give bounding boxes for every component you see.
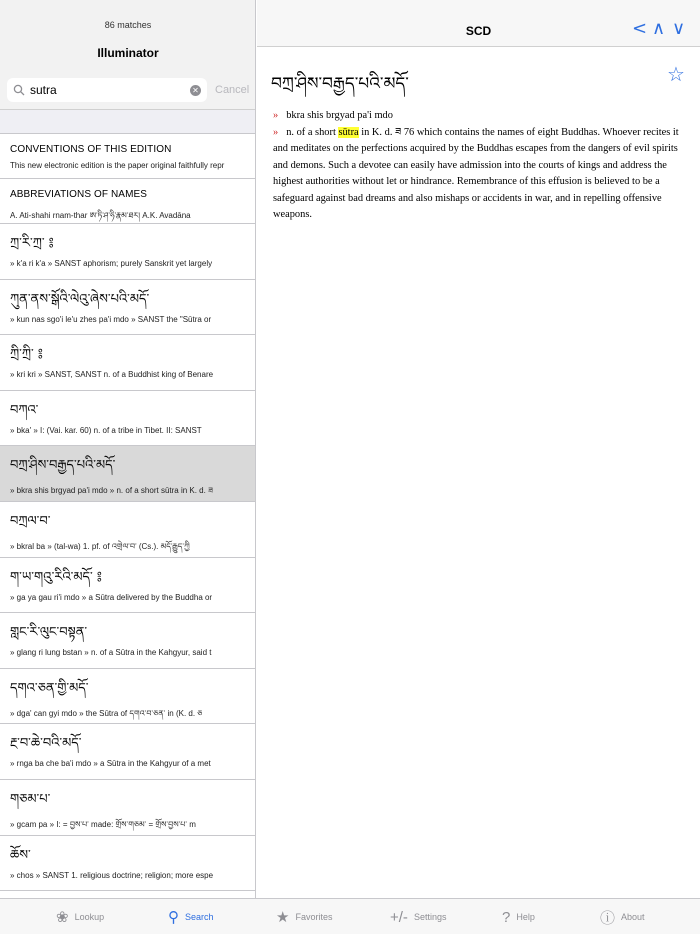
- result-headword: ག་ཡ་གའུ་རིའི་མདོ་ ༔: [10, 569, 102, 585]
- previous-entry-button[interactable]: ∧: [652, 18, 666, 39]
- definition-pane: [257, 0, 700, 898]
- result-row[interactable]: [0, 502, 255, 558]
- result-preview: » kun nas sgo'i le'u zhes pa'i mdo » SANST the "Sūtra or: [10, 314, 212, 324]
- result-preview: » gcam pa » I: = བྱས་པ་ made: གྲོས་གཅམ་ = གྲོས་བྱས་པ་ m: [10, 819, 196, 829]
- result-row[interactable]: [0, 558, 255, 614]
- result-preview: » k'a ri k'a » SANST aphorism; purely Sanskrit yet largely: [10, 259, 213, 268]
- section-preview: This new electronic edition is the paper original faithfully repr: [10, 161, 225, 170]
- settings-icon: +/-: [390, 908, 408, 926]
- result-headword: བཀྲལ་བ་: [10, 513, 51, 529]
- section-conventions[interactable]: [0, 134, 255, 179]
- tab-label: Lookup: [74, 912, 105, 922]
- cancel-button[interactable]: Cancel: [215, 84, 250, 96]
- section-abbreviations[interactable]: [0, 179, 255, 224]
- marker-icon: »: [273, 110, 279, 121]
- result-preview: » ga ya gau ri'i mdo » a Sūtra delivered by the Buddha or: [10, 592, 213, 602]
- search-input[interactable]: [30, 83, 190, 97]
- star-icon: ★: [276, 909, 290, 926]
- dictionary-title: SCD: [465, 24, 492, 38]
- search-icon: [13, 84, 25, 96]
- result-preview: » bkral ba » (tal-wa) 1. pf. of འགྲེལ་བ་ (Cs.). མདོ་རྒྱུད་ཀྱི: [10, 541, 190, 551]
- tab-favorites[interactable]: [276, 899, 332, 934]
- transliteration-line: [273, 108, 685, 125]
- info-icon: ⓘ: [600, 909, 616, 927]
- result-row[interactable]: [0, 280, 255, 336]
- tab-bar: [0, 898, 700, 934]
- tab-settings[interactable]: [390, 899, 446, 934]
- result-headword: ཀུན་ནས་སྒོའི་ལེའུ་ཞེས་པའི་མདོ་: [10, 291, 150, 307]
- definition-start: n. of a short: [286, 126, 339, 138]
- result-row[interactable]: [0, 780, 255, 836]
- tab-about[interactable]: [600, 899, 645, 934]
- entry-headword: བཀྲ་ཤིས་བརྒྱད་པའི་མདོ་: [271, 74, 409, 94]
- favorite-star-icon[interactable]: ☆: [667, 64, 685, 86]
- section-title: CONVENTIONS OF THIS EDITION: [10, 144, 172, 155]
- definition-header: [257, 0, 700, 47]
- tab-lookup[interactable]: [56, 899, 104, 934]
- result-headword: བཀྲ་ཤིས་བརྒྱད་པའི་མདོ་: [10, 458, 116, 474]
- result-headword: ཀྲི་ཀྲི་ ༔: [10, 347, 43, 363]
- result-headword: བཀའ་: [10, 402, 39, 418]
- result-headword: ཆོས་: [10, 847, 31, 863]
- tab-help[interactable]: [502, 899, 535, 934]
- tab-search[interactable]: [168, 899, 214, 934]
- search-field[interactable]: [7, 78, 207, 102]
- result-preview: » chos » SANST 1. religious doctrine; religion; more espe: [10, 870, 214, 880]
- search-header: [0, 0, 255, 110]
- result-preview: » bka' » I: (Vai. kar. 60) n. of a tribe in Tibet. II: SANST: [10, 425, 202, 435]
- match-count: 86 matches: [104, 20, 152, 30]
- lotus-icon: ❀: [56, 909, 69, 926]
- result-headword: གཅམ་པ་: [10, 791, 51, 807]
- help-icon: ?: [502, 908, 511, 926]
- tab-label: Settings: [413, 912, 447, 922]
- result-preview: » rnga ba che ba'i mdo » a Sūtra in the Kahgyur of a met: [10, 759, 211, 769]
- definition-text: [273, 125, 685, 224]
- pane-title: Illuminator: [97, 46, 159, 60]
- result-preview: » kri kri » SANST, SANST n. of a Buddhist king of Benare: [10, 370, 214, 380]
- back-button[interactable]: <: [632, 18, 648, 39]
- result-row[interactable]: [0, 669, 255, 725]
- search-icon: ⚲: [168, 909, 179, 926]
- section-title: ABBREVIATIONS OF NAMES: [10, 189, 148, 200]
- transliteration: bkra shis brgyad pa'i mdo: [286, 110, 393, 121]
- result-preview: » bkra shis brgyad pa'i mdo » n. of a short sūtra in K. d. ཟ: [10, 486, 213, 496]
- result-row[interactable]: [0, 335, 255, 391]
- result-headword: དགའ་ཅན་གྱི་མདོ་: [10, 680, 89, 696]
- result-row[interactable]: [0, 224, 255, 280]
- result-row[interactable]: [0, 836, 255, 892]
- search-highlight: sūtra: [338, 126, 359, 138]
- definition-rest: in K. d. ཟ 76 which contains the names of eight Buddhas. Whoever recites it and meditates on the perfections acquired by the Buddhas escapes from the dangers of evil spirits and demons. Such a devotee can easily have admission into the courts of kings and address the highest authorities without let or hindrance. Remembrance of this effusion is believed to be a safeguard against bad dreams and also mishaps or accidents in war, and in repelling offensive weapons.: [273, 126, 679, 220]
- tab-label: About: [621, 912, 645, 922]
- tab-label: Help: [516, 912, 535, 922]
- result-row[interactable]: [0, 724, 255, 780]
- result-row[interactable]: [0, 613, 255, 669]
- section-spacer: [0, 110, 255, 134]
- next-entry-button[interactable]: ∨: [672, 18, 686, 39]
- tab-label: Search: [185, 912, 214, 922]
- result-row[interactable]: [0, 391, 255, 447]
- result-row-selected[interactable]: [0, 446, 255, 502]
- result-preview: » glang ri lung bstan » n. of a Sūtra in the Kahgyur, said t: [10, 648, 212, 658]
- result-headword: གླང་རི་ལུང་བསྟན་: [10, 625, 88, 641]
- tab-label: Favorites: [295, 912, 333, 922]
- section-preview: A. Ati-shahi rnam-thar ཨ་ཏི་ཤ་ཧི་རྣམ་ཐར། A.K. Avadāna: [10, 211, 191, 220]
- result-preview: » dga' can gyi mdo » the Sūtra of དགའ་བ་ཅན་ in (K. d. ཅ: [10, 708, 203, 718]
- result-headword: རྔ་བ་ཆེ་བའི་མདོ་: [10, 736, 82, 752]
- result-headword: ཀྲ་རི་ཀྲ་ ༔: [10, 236, 54, 251]
- definition-body: [273, 108, 685, 224]
- clear-icon[interactable]: ✕: [190, 85, 201, 96]
- results-pane: [0, 0, 256, 898]
- marker-icon: »: [273, 126, 279, 138]
